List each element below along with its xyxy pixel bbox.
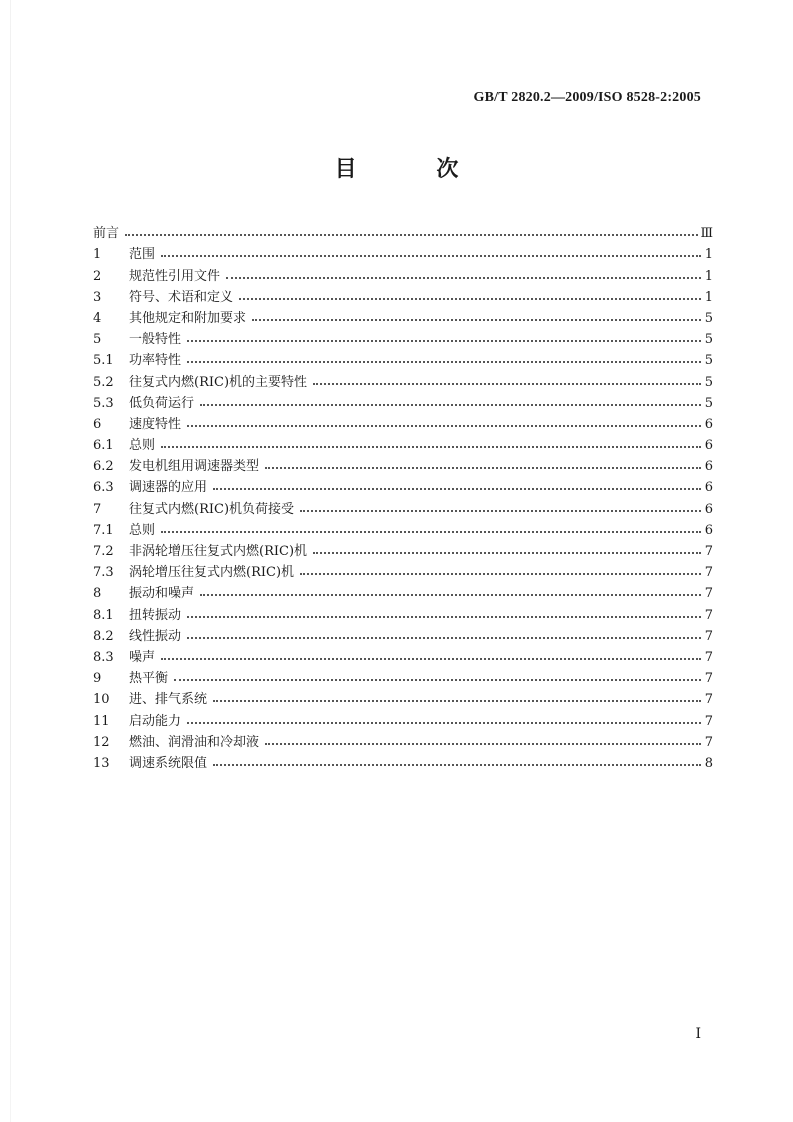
toc-entry-page: 7	[704, 544, 713, 559]
toc-entry-page: 5	[704, 353, 713, 369]
toc-entry[interactable]	[93, 241, 713, 262]
toc-entry-title: 非涡轮增压往复式内燃(RIC)机	[129, 544, 308, 559]
toc-entry-title: 调速器的应用	[129, 480, 208, 496]
toc-entry-title: 规范性引用文件	[129, 268, 221, 284]
toc-entry-number: 4	[93, 310, 102, 326]
toc-entry-title: 涡轮增压往复式内燃(RIC)机	[129, 565, 295, 581]
toc-entry[interactable]	[93, 284, 713, 305]
toc-entry[interactable]	[93, 665, 713, 686]
toc-entry-title: 其他规定和附加要求	[129, 310, 247, 326]
toc-entry-title: 往复式内燃(RIC)机的主要特性	[129, 374, 308, 390]
toc-entry[interactable]	[93, 686, 713, 707]
toc-entry-number: 5.1	[93, 353, 114, 369]
toc-dot-leader	[187, 710, 701, 724]
toc-entry-title: 发电机组用调速器类型	[129, 459, 260, 475]
toc-entry-page: 7	[704, 586, 713, 602]
toc-entry-page: 1	[704, 268, 713, 284]
toc-entry-title: 线性振动	[129, 628, 182, 644]
toc-dot-leader	[200, 392, 701, 406]
toc-entry-number: 9	[93, 671, 102, 687]
toc-entry-title: 低负荷运行	[129, 395, 195, 411]
toc-dot-leader	[161, 519, 701, 533]
toc-dot-leader	[226, 265, 701, 279]
toc-entry-number: 8.3	[93, 649, 114, 665]
toc-entry-number: 1	[93, 247, 102, 263]
toc-dot-leader	[174, 667, 701, 681]
toc-entry[interactable]	[93, 411, 713, 432]
standard-number: GB/T 2820.2—2009/ISO 8528-2:2005	[473, 90, 701, 105]
toc-entry-title: 总则	[129, 522, 156, 538]
toc-entry[interactable]	[93, 559, 713, 580]
toc-entry-title: 速度特性	[129, 416, 182, 432]
toc-entry-page: 5	[704, 374, 713, 390]
page-number: I	[695, 1026, 701, 1042]
toc-entry-number: 6.3	[93, 480, 114, 496]
toc-dot-leader	[300, 561, 701, 575]
toc-entry-title: 热平衡	[129, 671, 169, 687]
toc-entry-page: 6	[704, 416, 713, 432]
toc-entry-title: 一般特性	[129, 332, 182, 348]
toc-entry[interactable]	[93, 729, 713, 750]
toc-entry-page: 8	[704, 755, 713, 771]
toc-entry[interactable]	[93, 453, 713, 474]
toc-dot-leader	[200, 582, 701, 596]
toc-entry-title: 扭转振动	[129, 607, 182, 623]
toc-entry-number: 8.2	[93, 628, 114, 644]
toc-entry-page: 7	[704, 565, 713, 581]
toc-entry-page: 7	[704, 713, 713, 729]
toc-dot-leader	[187, 625, 701, 639]
toc-entry-page: 7	[704, 692, 713, 708]
toc-entry[interactable]	[93, 262, 713, 283]
toc-dot-leader	[125, 222, 698, 236]
toc-dot-leader	[213, 688, 701, 702]
toc-entry-number: 13	[93, 755, 110, 771]
toc-entry-page: 6	[704, 522, 713, 538]
toc-entry-page: 5	[704, 395, 713, 411]
toc-entry-number: 6.1	[93, 438, 114, 454]
toc-entry-number: 7.2	[93, 544, 114, 559]
toc-entry-number: 5.2	[93, 374, 114, 390]
toc-entry-page: 5	[704, 310, 713, 326]
toc-entry-number: 7.3	[93, 565, 114, 581]
toc-entry-title: 符号、术语和定义	[129, 289, 234, 305]
toc-entry[interactable]	[93, 580, 713, 601]
toc-entry-page: 6	[704, 501, 713, 517]
toc-entry[interactable]	[93, 601, 713, 622]
page-title: 目 次	[334, 156, 495, 182]
toc-dot-leader	[161, 646, 701, 660]
toc-entry-page: 5	[704, 332, 713, 348]
toc-entry-page: 7	[704, 649, 713, 665]
toc-entry-number: 11	[93, 713, 110, 729]
toc-entry-number: 10	[93, 692, 110, 708]
toc-entry[interactable]	[93, 326, 713, 347]
toc-dot-leader	[187, 604, 701, 618]
toc-entry-number: 5	[93, 332, 102, 348]
toc-entry[interactable]	[93, 538, 713, 559]
toc-entry-number: 7.1	[93, 522, 114, 538]
toc-dot-leader	[313, 540, 701, 554]
toc-entry-page: 7	[704, 671, 713, 687]
toc-entry-page: Ⅲ	[700, 226, 713, 242]
toc-entry[interactable]	[93, 390, 713, 411]
toc-entry-title: 燃油、润滑油和冷却液	[129, 734, 260, 750]
toc-entry-number: 6.2	[93, 459, 114, 475]
toc-dot-leader	[213, 476, 701, 490]
toc-dot-leader	[187, 413, 701, 427]
toc-dot-leader	[161, 434, 701, 448]
toc-entry[interactable]	[93, 347, 713, 368]
toc-entry-number: 5.3	[93, 395, 114, 411]
toc-entry[interactable]	[93, 495, 713, 516]
toc-entry-number: 8	[93, 586, 102, 602]
toc-entry[interactable]	[93, 305, 713, 326]
toc-entry[interactable]	[93, 432, 713, 453]
toc-entry-title: 范围	[129, 247, 156, 263]
toc-dot-leader	[265, 731, 701, 745]
toc-entry-number: 2	[93, 268, 102, 284]
toc-entry-page: 6	[704, 459, 713, 475]
toc-entry-title: 前言	[93, 226, 120, 242]
toc-entry-number: 12	[93, 734, 110, 750]
toc-dot-leader	[161, 243, 701, 257]
toc-entry-page: 7	[704, 734, 713, 750]
toc-dot-leader	[213, 752, 701, 766]
toc-entry[interactable]	[93, 644, 713, 665]
toc-entry-number: 8.1	[93, 607, 114, 623]
toc-dot-leader	[252, 307, 701, 321]
toc-entry-title: 调速系统限值	[129, 755, 208, 771]
toc-entry[interactable]	[93, 707, 713, 728]
toc-entry-title: 噪声	[129, 649, 156, 665]
toc-entry[interactable]	[93, 368, 713, 389]
toc-entry-title: 进、排气系统	[129, 692, 208, 708]
toc-entry-page: 6	[704, 480, 713, 496]
toc-dot-leader	[187, 328, 701, 342]
toc-dot-leader	[313, 371, 701, 385]
toc-entry-title: 振动和噪声	[129, 586, 195, 602]
toc-entry-number: 7	[93, 501, 102, 517]
toc-dot-leader	[300, 498, 701, 512]
toc-dot-leader	[239, 286, 701, 300]
toc-entry-page: 7	[704, 628, 713, 644]
toc-entry-page: 6	[704, 438, 713, 454]
table-of-contents	[93, 220, 713, 771]
toc-dot-leader	[265, 455, 701, 469]
toc-entry[interactable]	[93, 517, 713, 538]
toc-entry[interactable]	[93, 623, 713, 644]
toc-entry-number: 3	[93, 289, 102, 305]
toc-entry-page: 1	[704, 247, 713, 263]
toc-entry-page: 1	[704, 289, 713, 305]
toc-entry[interactable]	[93, 750, 713, 771]
toc-entry-title: 功率特性	[129, 353, 182, 369]
toc-entry-title: 总则	[129, 438, 156, 454]
toc-entry[interactable]	[93, 474, 713, 495]
toc-dot-leader	[187, 349, 701, 363]
toc-entry-title: 往复式内燃(RIC)机负荷接受	[129, 501, 295, 517]
toc-entry[interactable]	[93, 220, 713, 241]
toc-entry-page: 7	[704, 607, 713, 623]
toc-entry-number: 6	[93, 416, 102, 432]
toc-entry-title: 启动能力	[129, 713, 182, 729]
